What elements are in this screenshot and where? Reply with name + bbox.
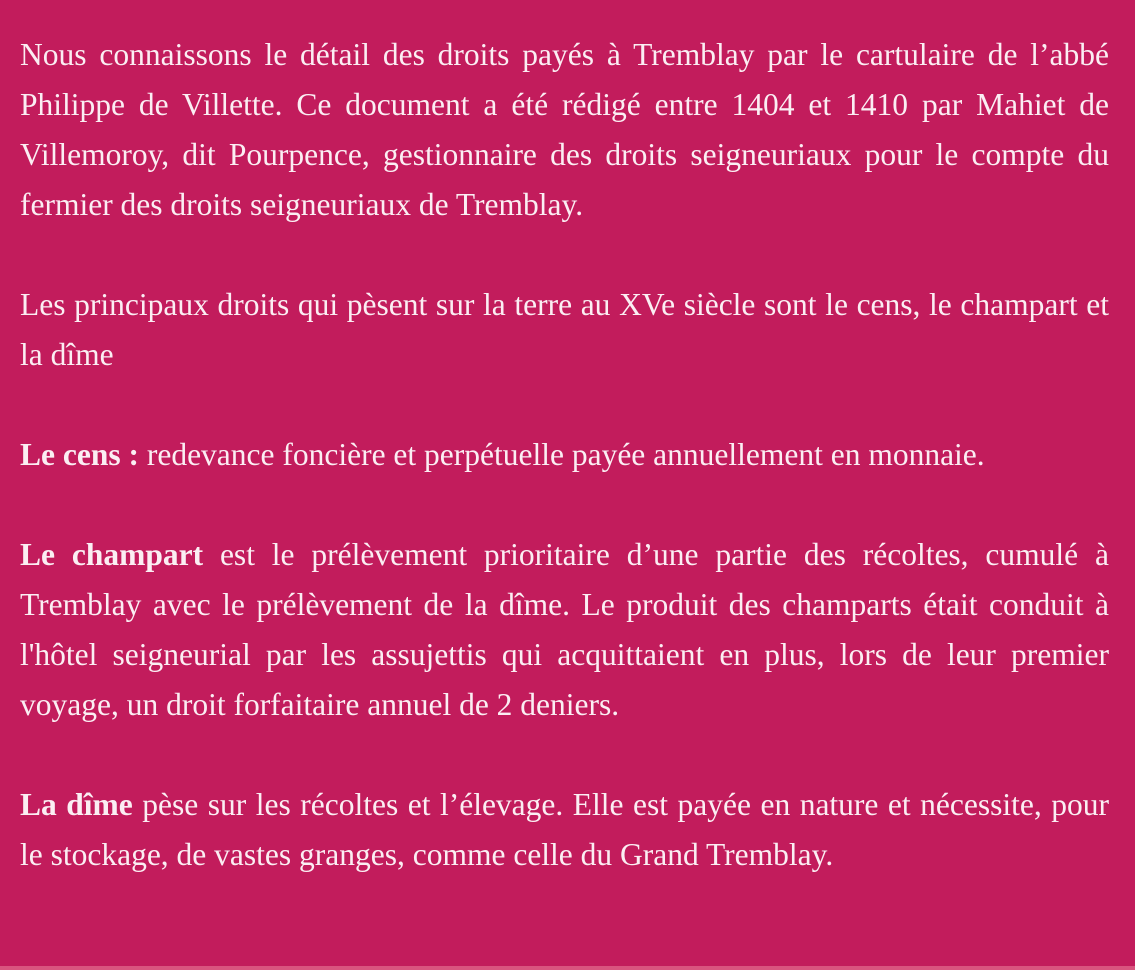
paragraph-main-rights-text: Les principaux droits qui pèsent sur la terre au XVe siècle sont le cens, le champart et la dîme [20, 287, 1109, 372]
paragraph-intro-text: Nous connaissons le détail des droits payés à Tremblay par le cartulaire de l’abbé Philippe de Villette. Ce document a été rédigé entre 1404 et 1410 par Mahiet de Villemoroy, dit Pourpence, gestionnaire des droits seigneuriaux pour le compte du fermier des droits seigneuriaux de Tremblay. [20, 37, 1109, 222]
term-champart: Le champart [20, 537, 204, 572]
paragraph-intro [20, 30, 1109, 230]
paragraph-dime [20, 780, 1109, 880]
paragraph-champart [20, 530, 1109, 730]
panel-bottom-edge [0, 966, 1135, 970]
paragraph-main-rights [20, 280, 1109, 380]
term-dime: La dîme [20, 787, 133, 822]
term-cens: Le cens : [20, 437, 139, 472]
definition-champart: est le prélèvement prioritaire d’une partie des récoltes, cumulé à Tremblay avec le prélèvement de la dîme. Le produit des champarts était conduit à l'hôtel seigneurial par les assujettis qui acquittaient en plus, lors de leur premier voyage, un droit forfaitaire annuel de 2 deniers. [20, 537, 1109, 722]
definition-cens: redevance foncière et perpétuelle payée annuellement en monnaie. [138, 437, 985, 472]
paragraph-cens [20, 430, 1109, 480]
definition-dime: pèse sur les récoltes et l’élevage. Elle est payée en nature et nécessite, pour le stockage, de vastes granges, comme celle du Grand Tremblay. [20, 787, 1109, 872]
